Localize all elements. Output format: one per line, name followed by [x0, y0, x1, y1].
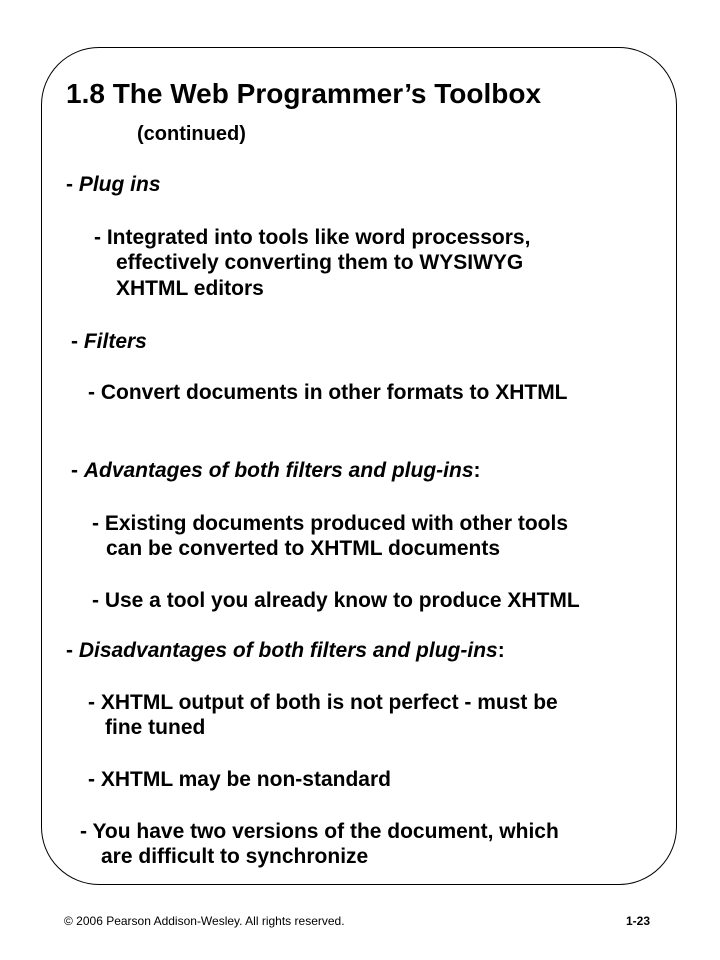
bullet-line: - You have two versions of the document, which — [80, 820, 559, 843]
copyright-notice: © 2006 Pearson Addison-Wesley. All rights reserved. — [64, 914, 345, 928]
page-number: 1-23 — [626, 914, 651, 928]
slide-subtitle: (continued) — [137, 123, 246, 145]
bullet-line: - XHTML may be non-standard — [88, 768, 391, 791]
heading-advantages: - Advantages of both filters and plug-ins: — [71, 459, 481, 482]
bullet-line: - XHTML output of both is not perfect - must be — [88, 691, 558, 714]
bullet-line: effectively converting them to WYSIWYG — [116, 251, 524, 274]
heading-filters: - Filters — [71, 330, 147, 353]
slide-title: 1.8 The Web Programmer’s Toolbox — [66, 78, 542, 109]
bullet-line: - Convert documents in other formats to XHTML — [88, 381, 568, 404]
bullet-line: - Existing documents produced with other tools — [92, 512, 569, 535]
bullet-line: fine tuned — [105, 716, 206, 739]
heading-plug-ins: - Plug ins — [66, 173, 161, 196]
bullet-line: - Integrated into tools like word processors, — [94, 226, 531, 249]
bullet-line: are difficult to synchronize — [101, 845, 369, 868]
bullet-line: XHTML editors — [116, 277, 264, 300]
heading-disadvantages: - Disadvantages of both filters and plug-ins: — [66, 639, 505, 662]
bullet-line: - Use a tool you already know to produce XHTML — [92, 589, 580, 612]
bullet-line: can be converted to XHTML documents — [106, 537, 501, 560]
